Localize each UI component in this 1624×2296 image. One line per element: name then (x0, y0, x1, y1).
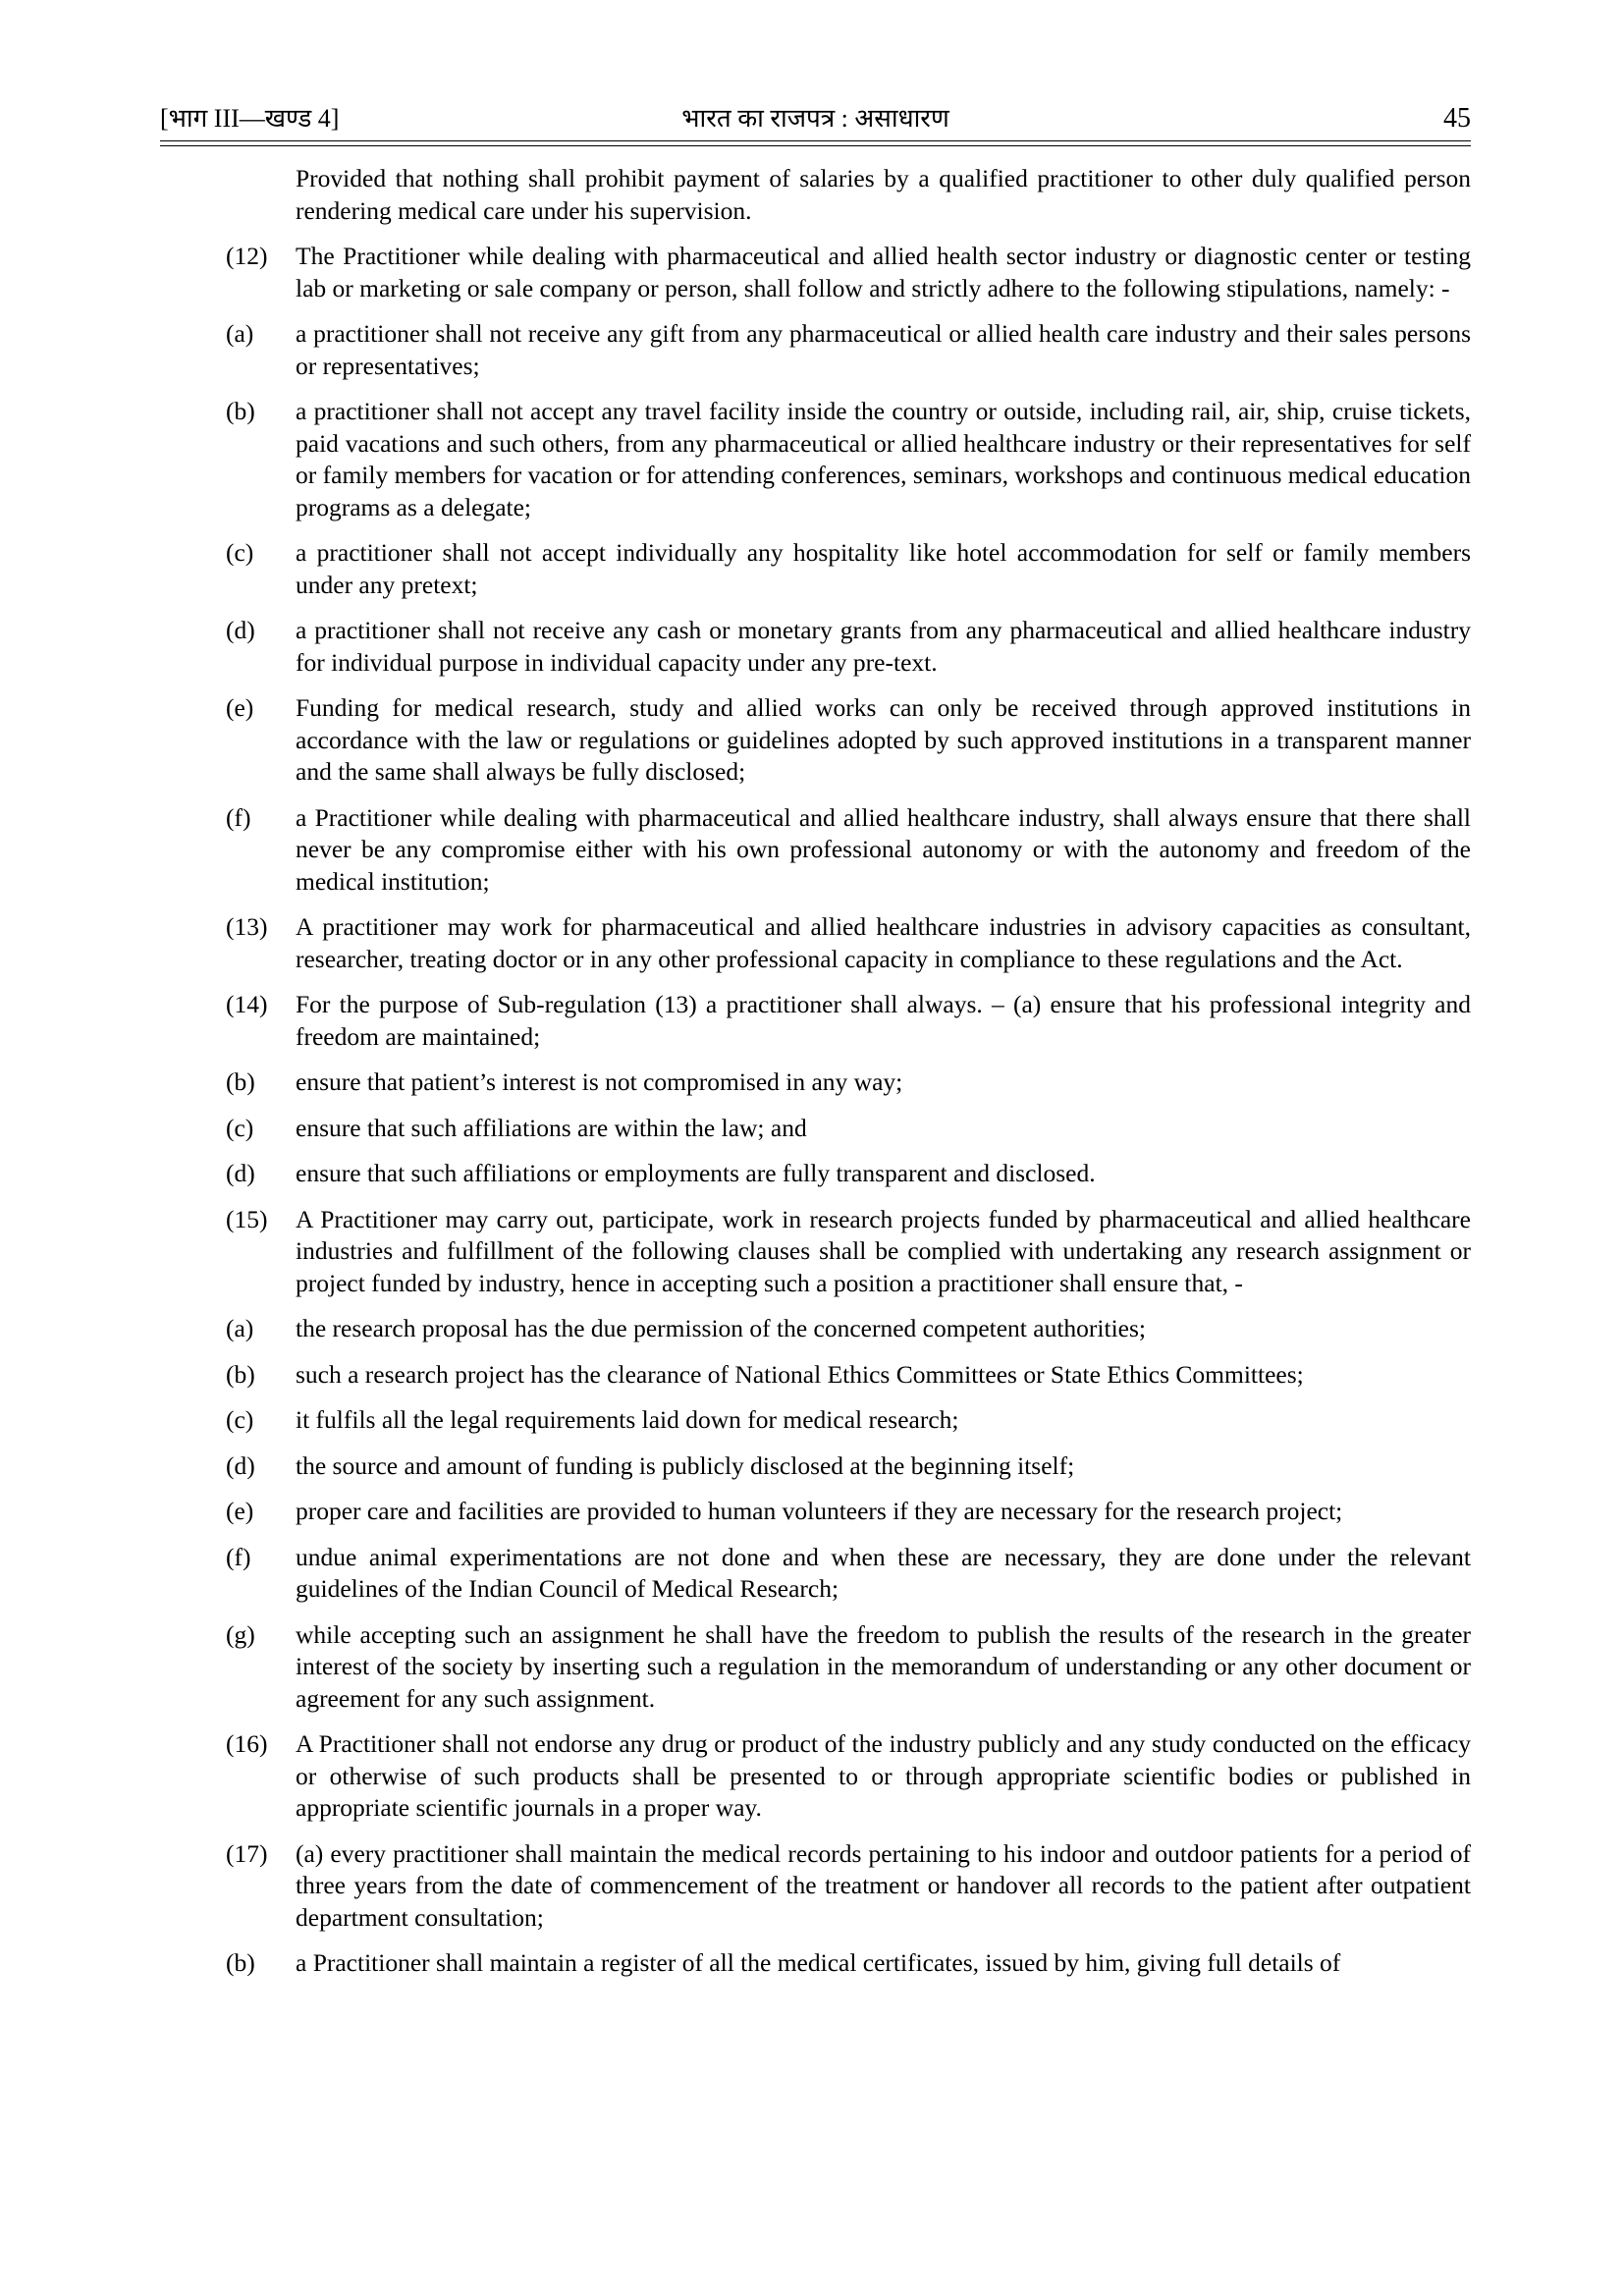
clause-item (226, 1542, 1471, 1606)
clause-text: The Practitioner while dealing with pharmaceutical and allied health sector industry or diagnostic center or testing lab or marketing or sale company or person, shall follow and strictly adhere to the following stipulations, namely: - (296, 242, 1471, 302)
clause-number: (f) (226, 1542, 251, 1571)
clause-text: a practitioner shall not receive any gift from any pharmaceutical or allied health care industry and their sales persons or representatives; (296, 319, 1471, 380)
header-part-section: [भाग III—खण्ड 4] (160, 104, 340, 133)
clause-item (226, 1158, 1471, 1190)
clause-item (226, 1619, 1471, 1716)
clause-text: proper care and facilities are provided to human volunteers if they are necessary for the research project; (296, 1497, 1343, 1525)
clause-text: A practitioner may work for pharmaceutical and allied healthcare industries in advisory capacities as consultant, researcher, treating doctor or in any other professional capacity in compliance to these regulations and the Act. (296, 912, 1471, 973)
clause-text: A Practitioner shall not endorse any drug or product of the industry publicly and any study conducted on the efficacy or otherwise of such products shall be presented to or through appropriate scientific bodies or published in appropriate scientific journals in a proper way. (296, 1729, 1471, 1822)
clause-text: a practitioner shall not accept individually any hospitality like hotel accommodation for self or family members under any pretext; (296, 538, 1471, 599)
clause-text: a practitioner shall not accept any travel facility inside the country or outside, including rail, air, ship, cruise tickets, paid vacations and such others, from any pharmaceutical or allied healthcare industry or their representatives for self or family members for vacation or for attending conferences, seminars, workshops and continuous medical education programs as a delegate; (296, 397, 1471, 521)
clause-number: (12) (226, 242, 268, 270)
clause-number: (e) (226, 1497, 254, 1525)
clause-text: A Practitioner may carry out, participate, work in research projects funded by pharmaceutical and allied healthcare industries and fulfillment of the following clauses shall be complied with undertaking any research assignment or project funded by industry, hence in accepting such a position a practitioner shall ensure that, - (296, 1204, 1471, 1297)
clause-item (226, 1947, 1471, 1980)
clause-item (226, 1204, 1471, 1300)
clause-number: (a) (226, 1314, 254, 1342)
clause-text: the research proposal has the due permission of the concerned competent authorities; (296, 1314, 1146, 1342)
clause-item (226, 396, 1471, 523)
clause-text: such a research project has the clearance of National Ethics Committees or State Ethics Committees; (296, 1359, 1304, 1389)
clause-number: (e) (226, 693, 254, 722)
clause-text: undue animal experimentations are not done and when these are necessary, they are done under the relevant guidelines of the Indian Council of Medical Research; (296, 1542, 1471, 1603)
clause-item (226, 1113, 1471, 1145)
clause-number: (b) (226, 1359, 255, 1389)
clause-text: a Practitioner while dealing with pharmaceutical and allied healthcare industry, shall always ensure that there shall never be any compromise either with his own professional autonomy or with the autonomy and freedom of the medical institution; (296, 802, 1471, 896)
clause-item (226, 1496, 1471, 1528)
clause-number: (g) (226, 1619, 255, 1649)
clause-number: (c) (226, 1405, 254, 1434)
clause-text: ensure that such affiliations or employments are fully transparent and disclosed. (296, 1159, 1096, 1187)
clause-item (226, 911, 1471, 975)
clause-item (226, 1450, 1471, 1483)
clause-number: (c) (226, 1113, 254, 1142)
clause-number: (d) (226, 1159, 255, 1187)
clause-number: (b) (226, 1067, 255, 1096)
clause-number: (16) (226, 1729, 268, 1758)
clause-text: ensure that patient’s interest is not compromised in any way; (296, 1067, 903, 1096)
clause-text: it fulfils all the legal requirements laid down for medical research; (296, 1405, 959, 1434)
clause-text: (a) every practitioner shall maintain the medical records pertaining to his indoor and outdoor patients for a period of three years from the date of commencement of the treatment or handover all records to the patient after outpatient department consultation; (296, 1838, 1471, 1932)
clause-item (226, 1404, 1471, 1437)
clause-text: while accepting such an assignment he shall have the freedom to publish the results of the research in the greater interest of the society by inserting such a regulation in the memorandum of understanding or any other document or agreement for any such assignment. (296, 1619, 1471, 1713)
clause-number: (15) (226, 1204, 268, 1233)
page-header (160, 100, 1471, 137)
clause-number: (14) (226, 990, 268, 1018)
clause-number: (d) (226, 616, 255, 644)
header-rule-bottom (160, 145, 1471, 146)
clause-number: (13) (226, 912, 268, 941)
proviso-paragraph: Provided that nothing shall prohibit payment of salaries by a qualified practitioner to other duly qualified person rendering medical care under his supervision. (296, 164, 1471, 225)
clause-number: (b) (226, 397, 255, 425)
header-gazette-title: भारत का राजपत्र : असाधारण (681, 104, 949, 133)
clause-number: (a) (226, 319, 254, 348)
clause-item (226, 1359, 1471, 1392)
clause-item (226, 1728, 1471, 1825)
body-content (226, 163, 1471, 1994)
clause-item (226, 241, 1471, 304)
clause-item (226, 692, 1471, 789)
clause-item (226, 1066, 1471, 1099)
clause-item (226, 1838, 1471, 1935)
clause-item (226, 318, 1471, 382)
header-rule-top (160, 140, 1471, 141)
clause-item (226, 615, 1471, 679)
page-number: 45 (1443, 103, 1471, 134)
clause-number: (c) (226, 538, 254, 567)
clause-item (226, 989, 1471, 1053)
clause-list (226, 241, 1471, 1980)
clause-number: (17) (226, 1838, 268, 1868)
clause-text: Funding for medical research, study and allied works can only be received through approved institutions in accordance with the law or regulations or guidelines adopted by such approved institutions in a transparent manner and the same shall always be fully disclosed; (296, 693, 1471, 786)
clause-text: ensure that such affiliations are within the law; and (296, 1113, 807, 1142)
clause-number: (f) (226, 802, 251, 832)
clause-number: (b) (226, 1948, 255, 1977)
clause-item (226, 537, 1471, 601)
clause-item (226, 1313, 1471, 1345)
clause-text: the source and amount of funding is publicly disclosed at the beginning itself; (296, 1450, 1075, 1480)
clause-text: a Practitioner shall maintain a register of all the medical certificates, issued by him, giving full details of (296, 1948, 1341, 1977)
clause-text: For the purpose of Sub-regulation (13) a practitioner shall always. – (a) ensure that his professional integrity and freedom are maintained; (296, 990, 1471, 1051)
clause-number: (d) (226, 1450, 255, 1480)
clause-text: a practitioner shall not receive any cash or monetary grants from any pharmaceutical and allied healthcare industry for individual purpose in individual capacity under any pre-text. (296, 616, 1471, 677)
clause-item (226, 802, 1471, 899)
